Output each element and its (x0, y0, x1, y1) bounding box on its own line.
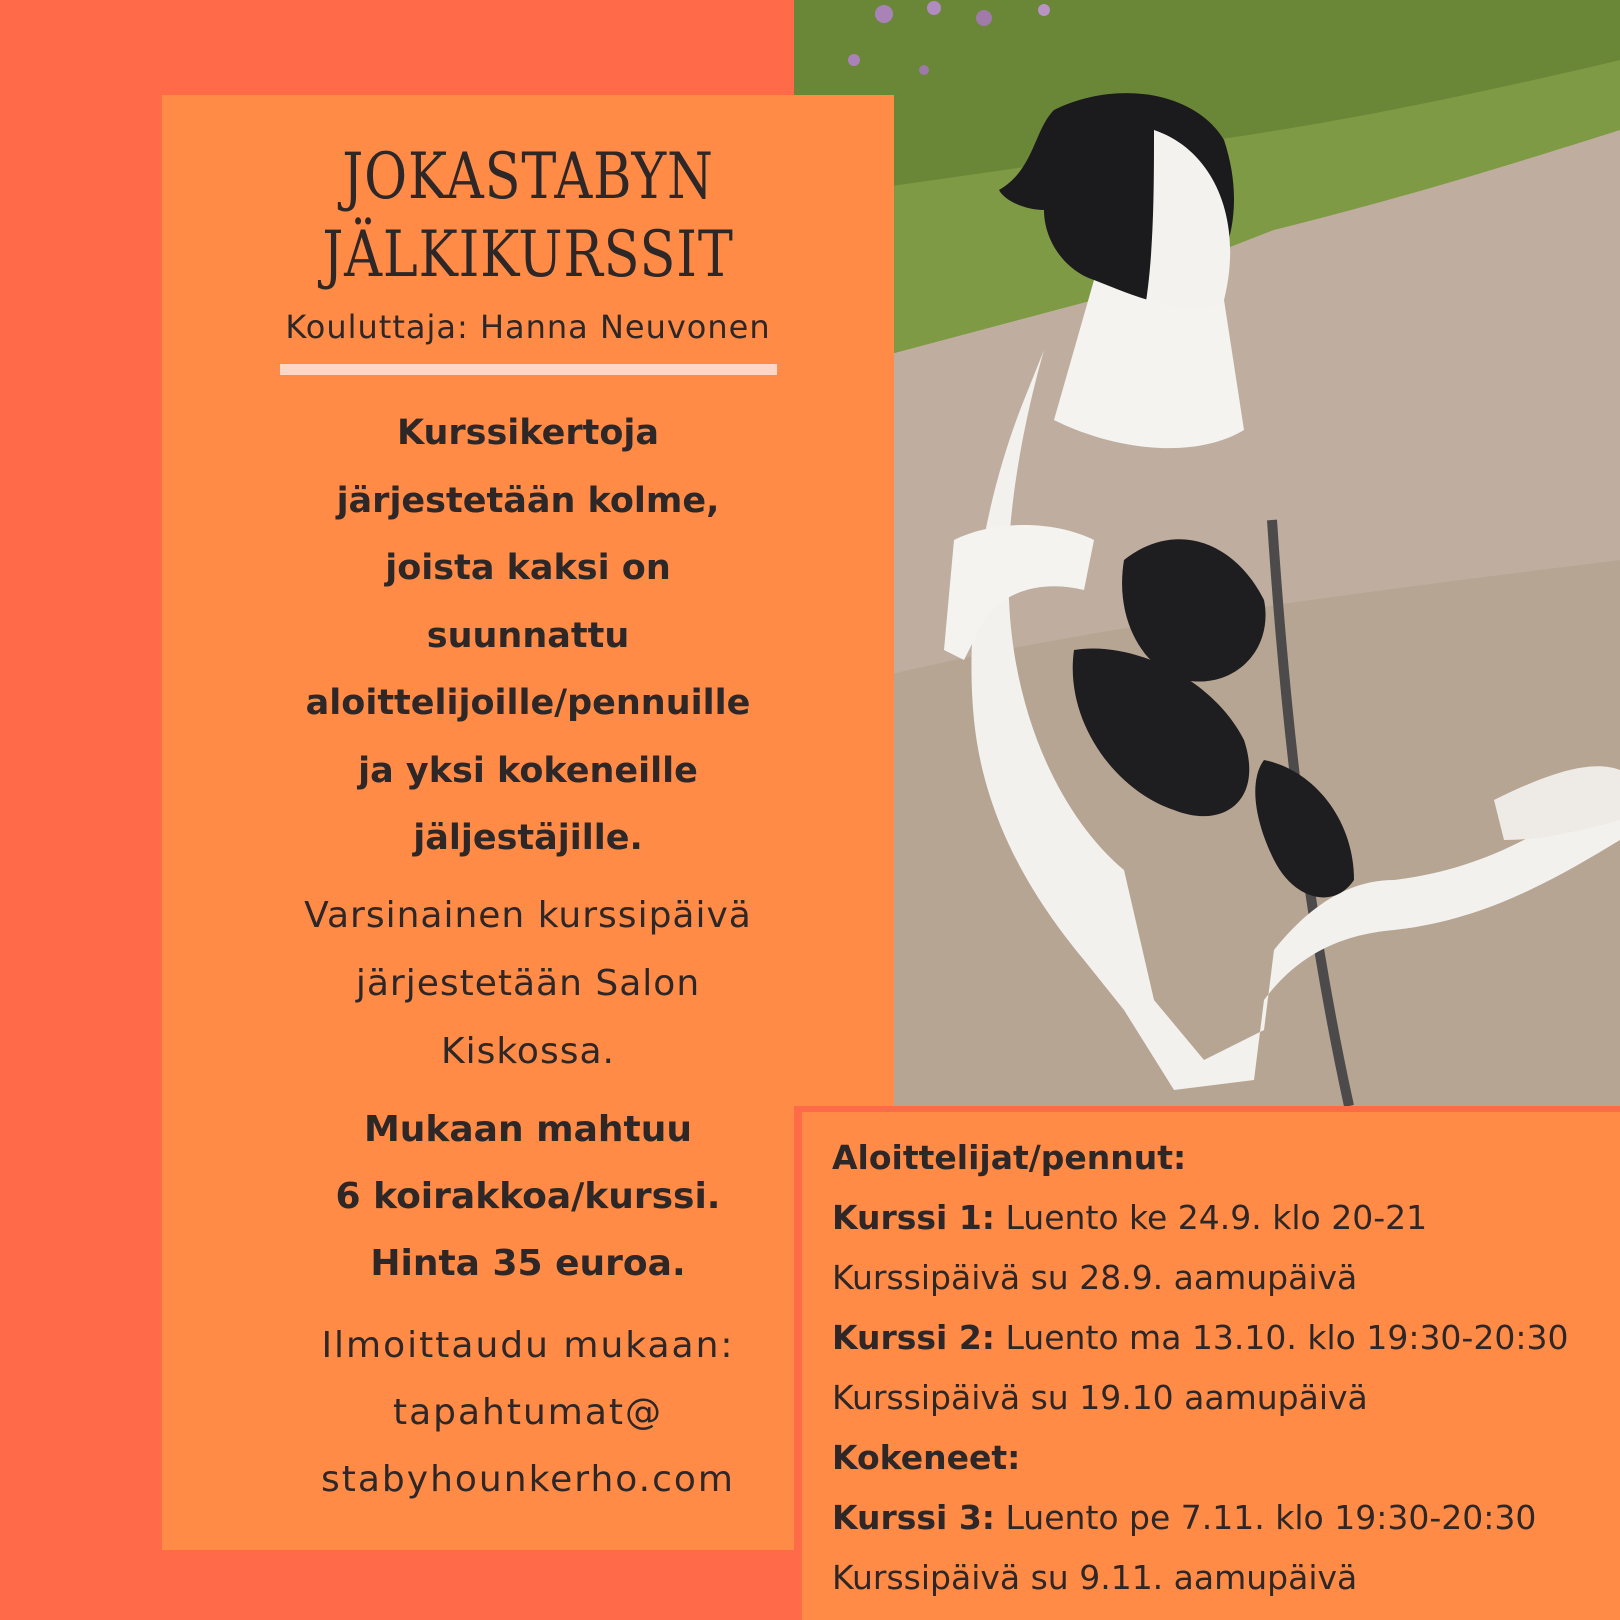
capacity-line: 6 koirakkoa/kurssi. (335, 1176, 721, 1217)
course2-day: Kurssipäivä su 19.10 aamupäivä (832, 1378, 1368, 1417)
venue-text (162, 882, 894, 1086)
title-line: JÄLKIKURSSIT (322, 218, 734, 292)
course-label: Kurssi 3: (832, 1498, 996, 1537)
intro-line: aloittelijoille/pennuille (305, 683, 751, 723)
lecture-text: Luento ma 13.10. klo 19:30-20:30 (995, 1318, 1569, 1357)
trainer-text: Kouluttaja: Hanna Neuvonen (285, 308, 771, 346)
venue-line: Varsinainen kurssipäivä (304, 895, 752, 936)
course1-lecture (832, 1188, 1620, 1248)
schedule-text (832, 1128, 1620, 1608)
intro-line: ja yksi kokeneille (358, 750, 698, 791)
intro-line: jäljestäjille. (413, 818, 643, 858)
experienced-heading: Kokeneet: (832, 1438, 1021, 1477)
capacity-line: Mukaan mahtuu (363, 1109, 693, 1150)
signup-line: Ilmoittaudu mukaan: (321, 1325, 735, 1366)
poster-title (228, 138, 828, 294)
beginners-heading: Aloittelijat/pennut: (832, 1138, 1187, 1177)
divider (280, 364, 777, 375)
course2-lecture (832, 1308, 1620, 1368)
intro-text (162, 400, 894, 873)
lecture-text: Luento pe 7.11. klo 19:30-20:30 (995, 1498, 1537, 1537)
course3-lecture (832, 1488, 1620, 1548)
title-line: JOKASTABYN (342, 140, 714, 214)
lecture-text: Luento ke 24.9. klo 20-21 (995, 1198, 1428, 1237)
dog-illustration (794, 0, 1620, 1106)
course3-day: Kurssipäivä su 9.11. aamupäivä (832, 1558, 1358, 1597)
capacity-text (162, 1096, 894, 1297)
intro-line: joista kaksi on (385, 548, 671, 588)
intro-line: Kurssikertoja (396, 413, 660, 453)
course-label: Kurssi 2: (832, 1318, 996, 1357)
venue-line: Kiskossa. (441, 1031, 615, 1072)
signup-line: stabyhounkerho.com (321, 1459, 735, 1500)
signup-line: tapahtumat@ (392, 1392, 664, 1433)
dog-photo (794, 0, 1620, 1106)
capacity-line: Hinta 35 euroa. (370, 1243, 686, 1284)
course1-day: Kurssipäivä su 28.9. aamupäivä (832, 1258, 1358, 1297)
intro-line: suunnattu (426, 615, 630, 656)
venue-line: järjestetään Salon (355, 963, 701, 1004)
signup-text (162, 1312, 894, 1513)
course-label: Kurssi 1: (832, 1198, 996, 1237)
intro-line: järjestetään kolme, (336, 480, 720, 521)
